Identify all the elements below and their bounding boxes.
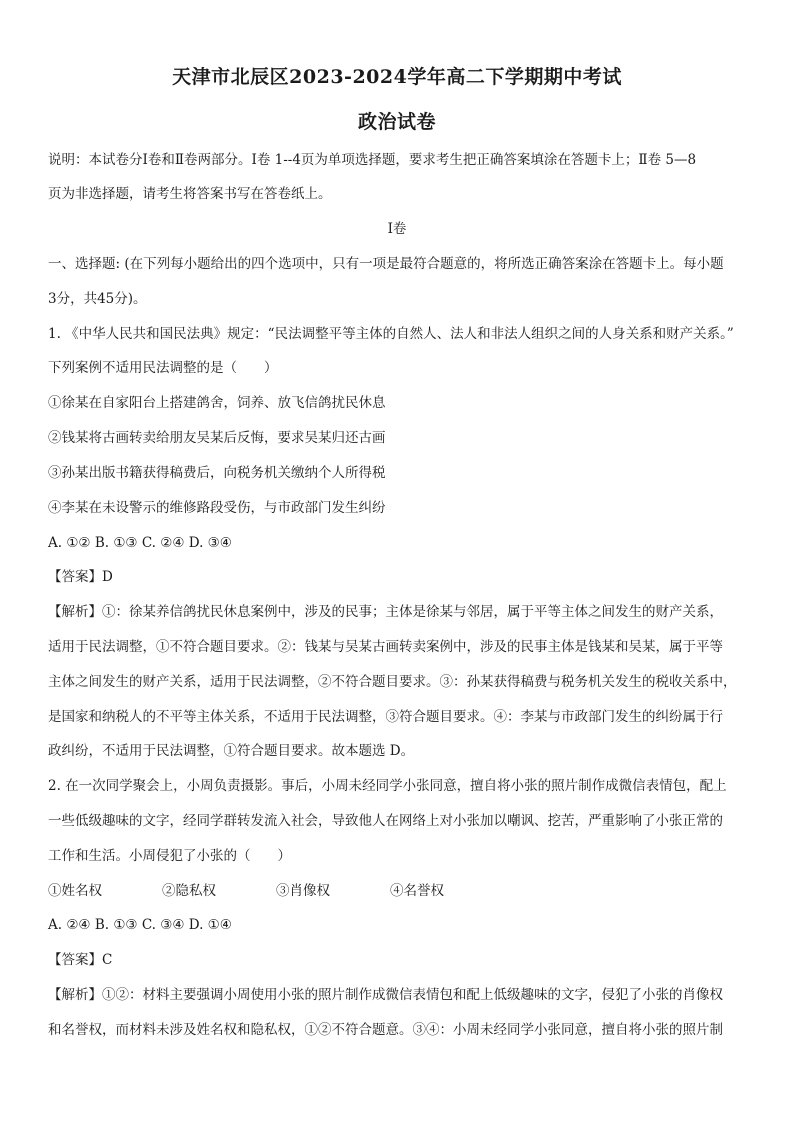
exam-subtitle: 政治试卷 [357,111,436,133]
q2-options: A. ②④ B. ①③ C. ③④ D. ①④ [48,917,232,933]
q2-stem-line-1: 2. 在一次同学聚会上，小周负责摄影。事后，小周未经同学小张同意，擅自将小张的照片制作成微信表情包，配上 [48,778,727,794]
instructions-line-1: 说明：本试卷分Ⅰ卷和Ⅱ卷两部分。Ⅰ卷 1--4页为单项选择题，要求考生把正确答案填涂在答题卡上；Ⅱ卷 5—8 [48,152,697,168]
q2-answer: 【答案】C [48,952,113,968]
q2-item-1: ①姓名权 [48,883,102,899]
instructions-line-2: 页为非选择题，请考生将答案书写在答卷纸上。 [48,186,332,202]
q2-analysis-line-2: 和名誉权，而材料未涉及姓名权和隐私权，①②不符合题意。③④：小周未经同学小张同意，擅自将小张的照片制 [48,1022,723,1038]
q2-item-3: ③肖像权 [276,883,330,899]
q1-answer: 【答案】D [48,569,113,585]
q1-stem-line-2: 下列案例不适用民法调整的是（ ） [48,360,278,376]
q2-item-4: ④名誉权 [390,883,444,899]
q1-item-4: ④李某在未设警示的维修路段受伤，与市政部门发生纠纷 [48,500,386,516]
q1-analysis-line-3: 主体之间发生的财产关系，适用于民法调整，②不符合题目要求。③：孙某获得稿费与税务机关发生的税收关系中， [48,674,737,690]
q1-analysis-line-1: 【解析】①：徐某养信鸽扰民休息案例中，涉及的民事；主体是徐某与邻居，属于平等主体之间发生的财产关系， [48,604,723,620]
q1-analysis-line-2: 适用于民法调整，①不符合题目要求。②：钱某与吴某古画转卖案例中，涉及的民事主体是钱某和吴某，属于平等 [48,639,723,655]
q1-item-3: ③孙某出版书籍获得稿费后，向税务机关缴纳个人所得税 [48,465,386,481]
q2-item-2: ②隐私权 [162,883,216,899]
q1-item-2: ②钱某将古画转卖给朋友吴某后反悔，要求吴某归还古画 [48,430,386,446]
q1-item-1: ①徐某在自家阳台上搭建鸽舍，饲养、放飞信鸽扰民休息 [48,395,386,411]
q1-analysis-line-5: 政纠纷，不适用于民法调整，①符合题目要求。故本题选 D。 [48,743,415,759]
q2-stem-line-2: 一些低级趣味的文字，经同学群转发流入社会，导致他人在网络上对小张加以嘲讽、挖苦，严重影响了小张正常的 [48,813,723,829]
q2-items [48,881,758,901]
exam-title: 天津市北辰区2023-2024学年高二下学期期中考试 [172,66,622,88]
q1-analysis-line-4: 是国家和纳税人的不平等主体关系，不适用于民法调整，③符合题目要求。④：李某与市政部门发生的纠纷属于行 [48,709,723,725]
q2-stem-line-3: 工作和生活。小周侵犯了小张的（ ） [48,848,291,864]
q1-options: A. ①② B. ①③ C. ②④ D. ③④ [48,535,232,551]
section-heading-line-1: 一、选择题: (在下列每小题给出的四个选项中，只有一项是最符合题意的，将所选正确答案涂在答题卡上。每小题 [48,256,724,272]
q1-stem-line-1: 1. 《中华人民共和国民法典》规定：“民法调整平等主体的自然人、法人和非法人组织之间的人身关系和财产关系。” [48,326,734,342]
section-heading-line-2: 3分，共45分)。 [48,291,147,307]
q2-analysis-line-1: 【解析】①②：材料主要强调小周使用小张的照片制作成微信表情包和配上低级趣味的文字，侵犯了小张的肖像权 [48,987,723,1003]
part-label: Ⅰ卷 [387,221,407,237]
